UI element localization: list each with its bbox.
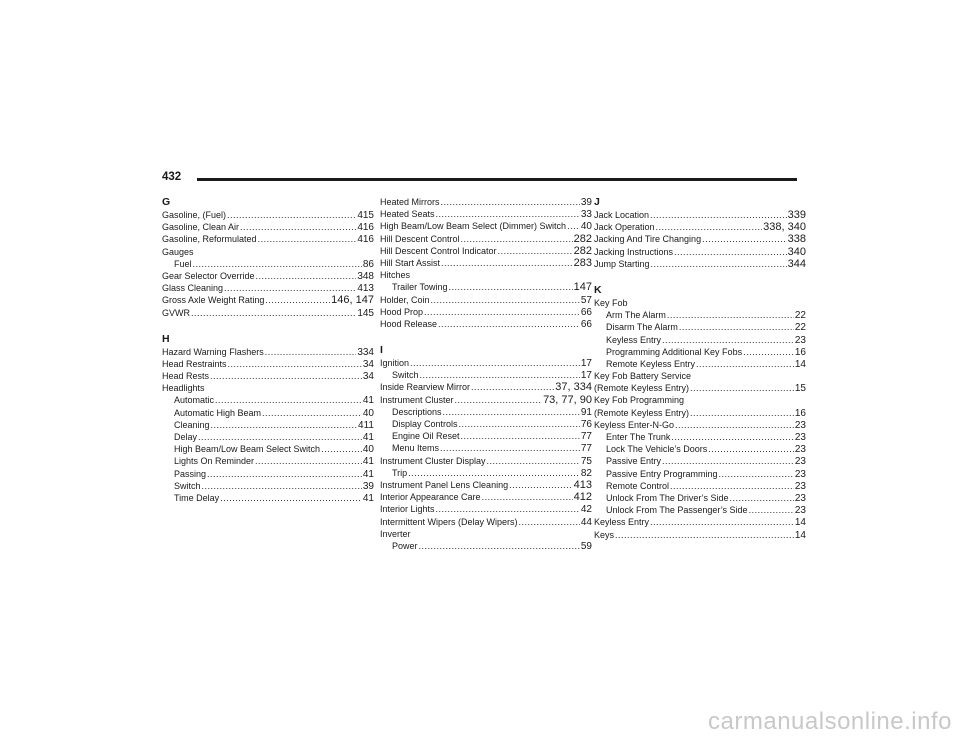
index-entry [594, 346, 806, 358]
index-page-ref: 76 [580, 419, 592, 430]
index-section [380, 344, 592, 552]
dot-leader [220, 492, 362, 504]
index-page-ref: 86 [362, 258, 374, 270]
dot-leader [440, 442, 580, 454]
dot-leader [436, 503, 580, 515]
index-entry [380, 245, 592, 257]
dot-leader [690, 382, 794, 394]
index-term: Gauges [162, 246, 194, 257]
index-entry [162, 370, 374, 382]
index-page-ref: 14 [794, 358, 806, 370]
index-term: Passive Entry Programming [606, 468, 718, 479]
index-page-ref: 75 [580, 455, 592, 467]
index-term: (Remote Keyless Entry) [594, 383, 690, 394]
dot-leader [441, 257, 573, 269]
index-term: Passive Entry [606, 456, 662, 467]
index-entry [380, 516, 592, 528]
index-entry [380, 503, 592, 515]
index-page-ref: 33 [580, 209, 592, 221]
index-entry [594, 370, 806, 382]
index-page-ref: 17 [580, 358, 592, 370]
index-entry [594, 455, 806, 467]
dot-leader [459, 418, 580, 430]
index-page-ref: 339 [787, 209, 806, 221]
section-letter: G [162, 196, 171, 208]
index-term: GVWR [162, 307, 190, 318]
index-entry [380, 294, 592, 306]
index-entry [162, 358, 374, 370]
index-term: Heated Seats [380, 209, 435, 220]
index-entry [594, 516, 806, 528]
index-page-ref: 66 [580, 318, 592, 330]
index-page-ref: 73, 77, 90 [543, 393, 592, 406]
dot-leader [256, 270, 357, 282]
watermark: carmanualsonline.info [708, 708, 952, 735]
index-page-ref: 22 [794, 310, 806, 322]
index-page-ref: 416 [357, 234, 374, 246]
index-page-ref: 23 [794, 480, 806, 492]
index-term: Display Controls [392, 419, 458, 429]
index-page-ref: 41 [362, 395, 374, 407]
dot-leader [321, 443, 362, 455]
index-page-ref: 23 [794, 419, 806, 431]
dot-leader [471, 381, 554, 393]
index-entry [162, 307, 374, 319]
index-entry [162, 294, 374, 306]
index-entry [162, 233, 374, 245]
index-page-ref: 37, 334 [555, 381, 592, 394]
dot-leader [193, 258, 362, 270]
index-section [594, 196, 806, 270]
dot-leader [420, 369, 580, 381]
index-entry [380, 406, 592, 418]
index-page-ref: 14 [794, 517, 806, 529]
dot-leader [443, 406, 580, 418]
page-number: 432 [162, 171, 182, 183]
index-page-ref: 44 [580, 516, 592, 528]
index-entry [162, 258, 374, 270]
index-term: Trailer Towing [392, 282, 448, 293]
dot-leader [696, 358, 794, 370]
index-term: Glass Cleaning [162, 283, 224, 294]
index-page-ref: 39 [580, 197, 592, 208]
index-entry [380, 257, 592, 269]
index-term: Automatic [174, 395, 215, 406]
index-entry [594, 394, 806, 406]
index-entry [594, 297, 806, 309]
dot-leader [650, 209, 787, 221]
index-entry [594, 382, 806, 394]
index-page-ref: 34 [362, 371, 374, 383]
index-entry [162, 346, 374, 358]
index-entry [380, 369, 592, 381]
index-term: Gasoline, (Fuel) [162, 210, 227, 220]
index-term: Engine Oil Reset [392, 431, 460, 442]
dot-leader [255, 455, 362, 467]
index-entry [594, 431, 806, 443]
index-entry [380, 381, 592, 393]
index-term: Hitches [380, 270, 411, 281]
index-entry [162, 431, 374, 443]
index-term: Trip [392, 467, 408, 478]
dot-leader [265, 294, 330, 306]
index-term: Head Rests [162, 371, 210, 382]
index-term: Automatic High Beam [174, 407, 262, 418]
index-term: Hill Descent Control [380, 233, 460, 244]
dot-leader [449, 281, 573, 293]
index-term: Intermittent Wipers (Delay Wipers) [380, 516, 518, 527]
index-term: Menu Items [392, 443, 440, 454]
index-entry [162, 468, 374, 480]
index-term: Gear Selector Override [162, 270, 255, 281]
index-term: Jack Location [594, 210, 650, 220]
dot-leader [198, 431, 362, 443]
index-column-1 [162, 196, 374, 518]
index-term: Unlock From The Passenger’s Side [606, 505, 748, 516]
dot-leader [207, 468, 362, 480]
index-entry [594, 209, 806, 221]
index-entry [380, 491, 592, 503]
index-entry [162, 209, 374, 221]
index-term: Instrument Panel Lens Cleaning [380, 479, 509, 490]
index-page-ref: 412 [573, 491, 592, 504]
dot-leader [461, 430, 580, 442]
index-term: Instrument Cluster Display [380, 455, 486, 466]
index-term: Keys [594, 529, 615, 540]
index-entry [380, 281, 592, 293]
dot-leader [436, 208, 580, 220]
dot-leader [265, 346, 357, 358]
index-page-ref: 23 [794, 456, 806, 468]
index-page-ref: 34 [362, 358, 374, 370]
index-term: Time Delay [174, 492, 220, 503]
index-term: Gasoline, Reformulated [162, 234, 257, 245]
index-page-ref: 42 [580, 504, 592, 516]
dot-leader [419, 540, 580, 552]
index-entry [380, 479, 592, 491]
dot-leader [262, 407, 362, 419]
dot-leader [227, 209, 356, 221]
index-entry [594, 492, 806, 504]
index-term: Cleaning [174, 419, 210, 430]
index-entry [594, 321, 806, 333]
index-page-ref: 415 [357, 210, 374, 221]
index-page-ref: 23 [794, 468, 806, 480]
index-section [380, 196, 592, 330]
index-entry [594, 407, 806, 419]
index-term: Descriptions [392, 406, 442, 417]
index-term: Hazard Warning Flashers [162, 346, 264, 357]
index-page-ref: 340 [787, 245, 806, 258]
dot-leader [749, 504, 794, 516]
index-page-ref: 77 [580, 443, 592, 455]
dot-leader [455, 394, 543, 406]
index-page-ref: 334 [357, 346, 374, 358]
index-term: Hill Start Assist [380, 257, 441, 268]
dot-leader [410, 357, 580, 369]
index-page-ref: 23 [794, 334, 806, 346]
dot-leader [228, 358, 362, 370]
index-entry [380, 430, 592, 442]
index-entry [380, 540, 592, 552]
index-page-ref: 66 [580, 306, 592, 318]
index-entry [162, 455, 374, 467]
index-entry [380, 357, 592, 369]
dot-leader [743, 346, 794, 358]
dot-leader [441, 196, 580, 208]
index-term: Holder, Coin [380, 294, 430, 305]
index-page-ref: 41 [362, 432, 374, 443]
index-page-ref: 39 [362, 480, 374, 492]
index-term: Lights On Reminder [174, 456, 255, 467]
index-term: Passing [174, 468, 207, 479]
dot-leader [438, 318, 580, 330]
index-page-ref: 416 [357, 222, 374, 234]
index-term: Switch [174, 480, 201, 491]
dot-leader [424, 306, 580, 318]
index-entry [162, 282, 374, 294]
dot-leader [690, 407, 794, 419]
index-page-ref: 282 [573, 232, 592, 245]
index-term: Remote Keyless Entry [606, 358, 696, 369]
index-page-ref: 344 [787, 257, 806, 270]
index-entry [594, 443, 806, 455]
section-letter: K [594, 283, 602, 296]
dot-leader [675, 419, 794, 431]
section-letter: I [380, 344, 383, 357]
dot-leader [482, 491, 573, 503]
index-page-ref: 91 [580, 406, 592, 418]
index-term: Key Fob Battery Service [594, 371, 692, 382]
index-entry [380, 306, 592, 318]
index-entry [594, 221, 806, 233]
index-term: Disarm The Alarm [606, 322, 678, 333]
dot-leader [662, 334, 794, 346]
index-entry [162, 443, 374, 455]
index-term: Inverter [380, 528, 411, 539]
index-entry [380, 394, 592, 406]
index-entry [594, 480, 806, 492]
index-term: Instrument Cluster [380, 394, 454, 405]
index-page-ref: 41 [362, 456, 374, 468]
index-entry [162, 221, 374, 233]
dot-leader [674, 246, 787, 258]
index-term: Enter The Trunk [606, 432, 671, 442]
index-page-ref: 348 [357, 270, 374, 282]
index-page-ref: 40 [362, 444, 374, 456]
index-term: Heated Mirrors [380, 197, 440, 207]
index-entry [594, 504, 806, 516]
index-section [162, 196, 374, 319]
index-entry [380, 196, 592, 208]
index-term: Jack Operation [594, 222, 655, 233]
index-entry [162, 492, 374, 504]
index-entry [380, 467, 592, 479]
dot-leader [211, 419, 358, 431]
index-term: Keyless Enter-N-Go [594, 419, 675, 430]
dot-leader [671, 431, 794, 443]
dot-leader [487, 455, 580, 467]
index-page-ref: 17 [580, 370, 592, 382]
dot-leader [519, 516, 580, 528]
dot-leader [650, 516, 794, 528]
index-section [594, 284, 806, 541]
index-entry [162, 480, 374, 492]
index-term: Fuel [174, 258, 192, 269]
index-term: Lock The Vehicle’s Doors [606, 444, 708, 455]
index-page-ref: 77 [580, 431, 592, 443]
index-entry [380, 418, 592, 430]
dot-leader [461, 233, 573, 245]
index-page-ref: 23 [794, 505, 806, 517]
index-page-ref: 282 [573, 244, 592, 257]
dot-leader [191, 307, 356, 319]
index-entry [162, 394, 374, 406]
index-term: Switch [392, 370, 419, 381]
index-term: (Remote Keyless Entry) [594, 407, 690, 418]
index-page-ref: 147 [573, 281, 592, 294]
index-entry [594, 246, 806, 258]
dot-leader [651, 258, 787, 270]
index-page-ref: 413 [357, 283, 374, 295]
index-term: Delay [174, 432, 198, 442]
index-page-ref: 23 [794, 432, 806, 443]
dot-leader [224, 282, 356, 294]
index-page-ref: 23 [794, 444, 806, 456]
index-column-3 [594, 196, 806, 555]
index-entry [594, 529, 806, 541]
index-page-ref: 57 [580, 294, 592, 306]
dot-leader [670, 480, 794, 492]
dot-leader [509, 479, 573, 491]
index-term: Head Restraints [162, 358, 227, 369]
index-entry [380, 442, 592, 454]
dot-leader [215, 394, 362, 406]
dot-leader [431, 294, 580, 306]
index-page-ref: 413 [573, 478, 592, 491]
index-entry [162, 407, 374, 419]
index-term: Gasoline, Clean Air [162, 222, 240, 233]
index-entry [380, 208, 592, 220]
index-page-ref: 40 [580, 221, 592, 233]
index-entry [380, 233, 592, 245]
dot-leader [258, 233, 357, 245]
index-page-ref: 40 [362, 407, 374, 419]
index-entry [594, 334, 806, 346]
index-entry [380, 455, 592, 467]
index-term: Keyless Entry [594, 517, 650, 528]
index-page-ref: 411 [358, 419, 374, 431]
index-term: Headlights [162, 383, 205, 394]
index-term: Keyless Entry [606, 334, 662, 345]
header-rule [197, 178, 797, 181]
index-page-ref: 41 [362, 468, 374, 480]
index-term: Programming Additional Key Fobs [606, 346, 743, 357]
index-term: Jump Starting [594, 258, 650, 269]
dot-leader [702, 233, 787, 245]
index-entry [162, 419, 374, 431]
dot-leader [667, 309, 794, 321]
index-term: Ignition [380, 358, 410, 369]
index-term: Jacking Instructions [594, 246, 674, 257]
dot-leader [202, 480, 362, 492]
dot-leader [210, 370, 362, 382]
index-term: Key Fob Programming [594, 395, 685, 406]
index-page-ref: 41 [362, 492, 374, 504]
index-column-2 [380, 196, 592, 566]
index-term: High Beam/Low Beam Select (Dimmer) Switch [380, 221, 567, 232]
index-page-ref: 59 [580, 540, 592, 552]
index-entry [162, 382, 374, 394]
dot-leader [708, 443, 794, 455]
index-entry [594, 419, 806, 431]
index-page-ref: 16 [794, 407, 806, 419]
index-entry [594, 233, 806, 245]
index-section [162, 333, 374, 504]
dot-leader [679, 321, 794, 333]
dot-leader [567, 220, 580, 232]
index-page-ref: 338, 340 [763, 221, 806, 234]
index-page-ref: 16 [794, 346, 806, 358]
index-page-ref: 283 [573, 256, 592, 269]
index-page-ref: 82 [580, 467, 592, 479]
index-entry [380, 318, 592, 330]
index-page-ref: 15 [794, 383, 806, 395]
index-term: Hood Release [380, 318, 438, 329]
index-term: Inside Rearview Mirror [380, 382, 471, 393]
dot-leader [615, 529, 794, 541]
index-term: Key Fob [594, 297, 628, 308]
section-letter: J [594, 196, 600, 208]
dot-leader [719, 468, 794, 480]
dot-leader [662, 455, 794, 467]
dot-leader [730, 492, 794, 504]
index-entry [380, 528, 592, 540]
index-page-ref: 14 [794, 529, 806, 541]
index-term: Power [392, 540, 418, 551]
dot-leader [408, 467, 580, 479]
index-entry [380, 220, 592, 232]
index-term: Interior Lights [380, 504, 435, 515]
index-term: Hood Prop [380, 306, 424, 317]
index-entry [594, 358, 806, 370]
index-term: Hill Descent Control Indicator [380, 245, 497, 256]
index-term: Gross Axle Weight Rating [162, 295, 265, 306]
index-entry [594, 258, 806, 270]
index-entry [162, 246, 374, 258]
index-entry [380, 269, 592, 281]
index-term: High Beam/Low Beam Select Switch [174, 444, 321, 455]
dot-leader [240, 221, 356, 233]
index-page-ref: 145 [357, 307, 374, 319]
index-page-ref: 22 [794, 322, 806, 334]
index-term: Remote Control [606, 480, 670, 491]
index-term: Jacking And Tire Changing [594, 234, 702, 245]
dot-leader [498, 245, 573, 257]
index-page-ref: 338 [787, 233, 806, 246]
index-entry [594, 468, 806, 480]
dot-leader [656, 221, 763, 233]
index-page-ref: 23 [794, 492, 806, 504]
index-term: Unlock From The Driver’s Side [606, 492, 729, 503]
index-page-ref: 146, 147 [331, 294, 374, 307]
section-letter: H [162, 332, 170, 345]
index-term: Interior Appearance Care [380, 492, 481, 503]
index-term: Arm The Alarm [606, 310, 666, 321]
index-entry [162, 270, 374, 282]
index-entry [594, 309, 806, 321]
